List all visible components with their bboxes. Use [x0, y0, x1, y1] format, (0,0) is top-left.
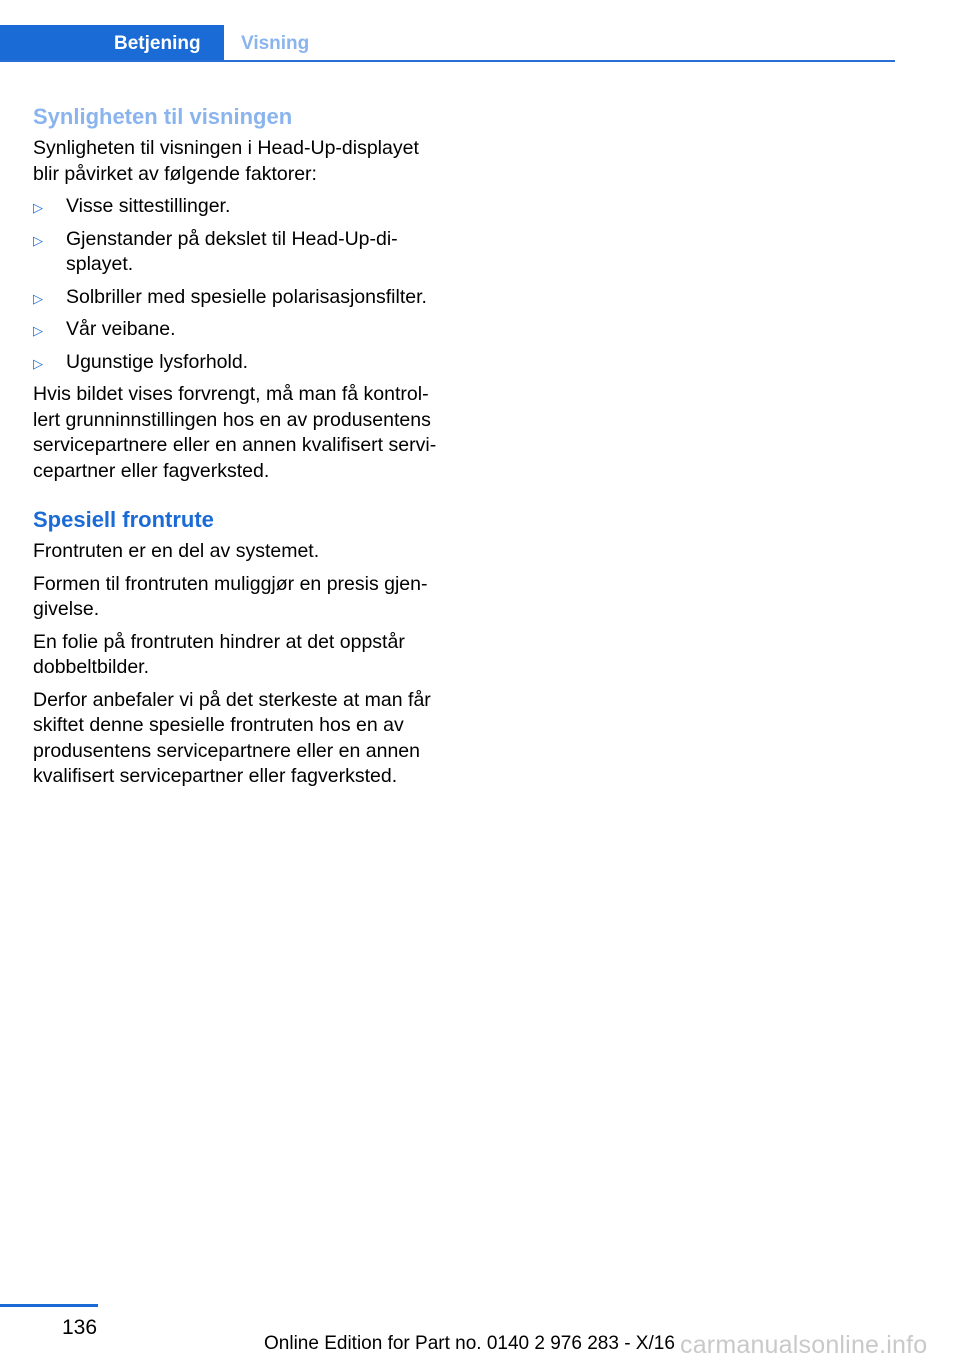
- section-title-frontrute: Spesiell frontrute: [33, 507, 214, 532]
- list-item: [33, 227, 448, 278]
- tab-visning[interactable]: Visning: [241, 33, 310, 54]
- watermark: carmanualsonline.info: [680, 1331, 928, 1359]
- list-item-text: Vår veibane.: [66, 318, 176, 340]
- triangle-bullet-icon: ▷: [33, 355, 43, 371]
- triangle-bullet-icon: ▷: [33, 290, 43, 306]
- list-item: [33, 317, 448, 343]
- list-item: [33, 350, 448, 376]
- paragraph: Formen til frontruten muliggjør en presis gjengivelse.: [33, 572, 428, 620]
- triangle-bullet-icon: ▷: [33, 323, 43, 338]
- paragraph: Frontruten er en del av systemet.: [33, 540, 320, 562]
- section-title-synligheten: Synligheten til visningen: [33, 104, 293, 129]
- triangle-bullet-icon: ▷: [33, 200, 43, 215]
- paragraph-intro: Synligheten til visningen i Head-Up-displayet blir påvirket av følgende faktorer:: [33, 137, 419, 185]
- paragraph-outro: Hvis bildet vises forvrengt, må man få kontrollert grunninnstillingen hos en av produsentens servicepartnere eller en annen kvalifisert servicepartner eller fagverksted.: [33, 383, 437, 482]
- paragraph: Derfor anbefaler vi på det sterkeste at man får skiftet denne spesielle frontruten hos en av produsentens servicepartnere eller en annen kvalifisert servicepartner eller fagverksted.: [33, 688, 431, 787]
- triangle-bullet-icon: ▷: [33, 232, 43, 248]
- list-item-text: Visse sittestillinger.: [66, 195, 231, 217]
- factor-list: [33, 194, 448, 375]
- tab-betjening[interactable]: Betjening: [0, 25, 224, 62]
- page-content: [33, 103, 448, 797]
- page-number: 136: [62, 1316, 98, 1339]
- page-header: [0, 25, 895, 62]
- list-item-text: Gjenstander på dekslet til Head-Up-displayet.: [66, 227, 398, 275]
- list-item: [33, 194, 448, 220]
- paragraph: En folie på frontruten hindrer at det oppstår dobbeltbilder.: [33, 630, 405, 678]
- footer-divider: [0, 1304, 98, 1307]
- list-item-text: Ugunstige lysforhold.: [66, 350, 249, 373]
- list-item-text: Solbriller med spesielle polarisasjonsfilter.: [66, 285, 427, 308]
- header-divider: [0, 60, 895, 62]
- edition-text: Online Edition for Part no. 0140 2 976 283 - X/16: [264, 1333, 675, 1354]
- list-item: [33, 285, 448, 311]
